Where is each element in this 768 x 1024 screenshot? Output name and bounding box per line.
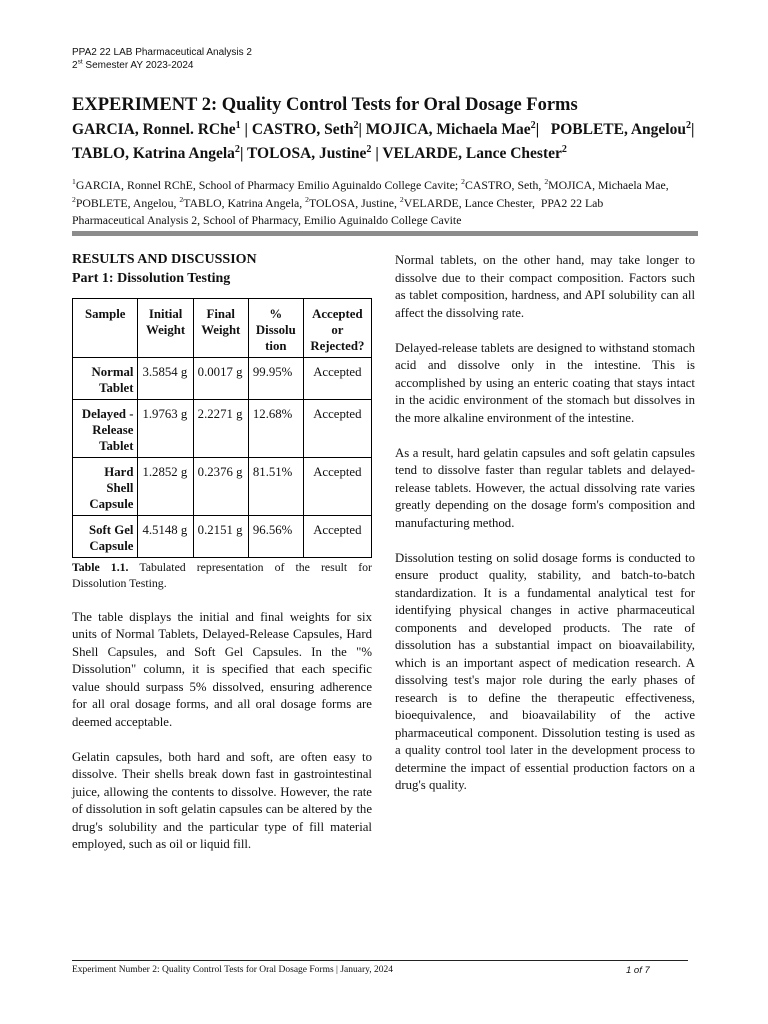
left-column — [72, 250, 372, 854]
column-header: Initial Weight — [138, 299, 193, 358]
semester-line — [72, 59, 252, 72]
column-header: Final Weight — [193, 299, 248, 358]
initial-weight-cell: 1.9763 g — [138, 400, 193, 458]
affiliations — [72, 177, 672, 230]
author-name: MOJICA, Michaela Mae — [365, 121, 531, 138]
sample-cell: Normal Tablet — [73, 358, 138, 400]
author-affil-marker: 2 — [353, 119, 359, 131]
affil-text: CASTRO, Seth, — [465, 178, 542, 192]
final-weight-cell: 0.2151 g — [193, 516, 248, 558]
semester-text: Semester AY 2023-2024 — [82, 60, 194, 71]
affil-text: POBLETE, Angelou, — [75, 195, 177, 210]
page-number: 1 of 7 — [626, 965, 650, 976]
dissolution-table — [72, 298, 372, 558]
affil-marker: 2 — [305, 194, 309, 204]
paragraph: The table displays the initial and final weights for six units of Normal Tablets, Delayed-Release Capsules, Hard Shell Capsules, and Soft Gel Capsules. In the "% Dissolution" column, it is specified that each specific value should surpass 5% dissolved, ensuring adherence for all oral dosage forms, and all oral dosage forms are deemed acceptable. — [72, 609, 372, 729]
initial-weight-cell: 3.5854 g — [138, 358, 193, 400]
sample-cell: Delayed - Release Tablet — [73, 400, 138, 458]
column-header: Sample — [73, 299, 138, 358]
table-header-row — [73, 299, 372, 358]
affil-text: GARCIA, Ronnel RChE, School of Pharmacy Emilio Aguinaldo College Cavite; — [75, 178, 459, 192]
affil-marker: 2 — [72, 194, 76, 204]
table-row — [73, 400, 372, 458]
affil-marker: 2 — [399, 194, 404, 204]
author-affil-marker: 1 — [235, 119, 241, 131]
table-row — [73, 516, 372, 558]
semester-ordinal: st — [77, 58, 83, 66]
paragraph: Dissolution testing on solid dosage forms is conducted to ensure product quality, stability, and batch-to-batch standardization. It is a fundamental analytical test for identifying physical changes in active pharmaceutical components and developed products. The rate of dissolution has a substantial impact on bioavailability, which is an important aspect of medication research. A dissolving test's major role during the early phases of research is to define the therapeutic effectiveness, bioequivalence, and bioavailability of the active pharmaceutical component. Dissolution testing is used as a quality control tool later in the development process to determine the impact of essential production factors on a drug's quality. — [395, 550, 695, 792]
affil-marker: 1 — [72, 177, 76, 187]
document-title: EXPERIMENT 2: Quality Control Tests for Oral Dosage Forms — [72, 95, 578, 115]
final-weight-cell: 0.0017 g — [193, 358, 248, 400]
initial-weight-cell: 4.5148 g — [138, 516, 193, 558]
percent-dissolution-cell: 12.68% — [248, 400, 303, 458]
author-affil-marker: 2 — [366, 143, 372, 155]
caption-label: Table 1.1. — [72, 560, 129, 574]
author-name: TOLOSA, Justine — [246, 145, 367, 162]
affil-text: TABLO, Katrina Angela, — [183, 195, 303, 210]
affil-marker: 2 — [461, 177, 465, 187]
author-affil-marker: 2 — [685, 119, 692, 131]
paragraph: Normal tablets, on the other hand, may take longer to dissolve due to their compact composition. Factors such as tablet composition, hardness, and API solubility can all affect the dissolving rate. — [395, 253, 695, 320]
table-row — [73, 358, 372, 400]
paragraph: Delayed-release tablets are designed to withstand stomach acid and dissolve only in the intestine. This is accomplished by using an enteric coating that stays intact in the acidic environment of the stomach but dissolves in the more alkaline environment of the intestine. — [395, 340, 695, 425]
semester-number: 2 — [72, 60, 78, 71]
column-header: Accepted or Rejected? — [303, 299, 371, 358]
affil-text: VELARDE, Lance Chester, — [403, 195, 535, 210]
author-name: CASTRO, Seth — [251, 121, 354, 138]
author-affil-marker: 2 — [234, 143, 240, 155]
section-heading: RESULTS AND DISCUSSION — [72, 252, 257, 267]
percent-dissolution-cell: 81.51% — [248, 458, 303, 516]
section-divider — [72, 231, 698, 236]
author-name: GARCIA, Ronnel. RChe — [72, 121, 236, 138]
subsection-heading: Part 1: Dissolution Testing — [72, 271, 231, 286]
page-header — [72, 46, 252, 72]
percent-dissolution-cell: 99.95% — [248, 358, 303, 400]
column-header: % Dissolu tion — [248, 299, 303, 358]
table-row — [73, 458, 372, 516]
author-name: VELARDE, Lance Chester — [382, 145, 562, 162]
final-weight-cell: 0.2376 g — [193, 458, 248, 516]
sample-cell: Soft Gel Capsule — [73, 516, 138, 558]
table-caption — [72, 560, 372, 591]
right-column — [395, 252, 695, 795]
affil-text: TOLOSA, Justine, — [308, 195, 397, 210]
author-affil-marker: 2 — [530, 119, 536, 131]
footer-title: Experiment Number 2: Quality Control Tests for Oral Dosage Forms | January, 2024 — [72, 965, 394, 975]
affil-marker: 2 — [179, 194, 184, 204]
author-affil-marker: 2 — [561, 143, 567, 155]
course-line: PPA2 22 LAB Pharmaceutical Analysis 2 — [72, 47, 252, 58]
paragraph: Gelatin capsules, both hard and soft, are often easy to dissolve. Their shells break down fast in gastrointestinal juice, allowing the contents to dissolve. However, the rate of dissolution in soft gelatin capsules can be altered by the drug's solubility and the particular type of fill material employed, such as oil or liquid fill. — [72, 749, 372, 851]
status-cell: Accepted — [303, 358, 371, 400]
author-list: GARCIA, Ronnel. RChe$^1$ | CASTRO, Seth$^2$| MOJICA, Michaela Mae$^2$| POBLETE, Angelou$^2$| TABLO, Katrina Angela$^2$| TOLOSA, Justine$^2$ | VELARDE, Lance Chester$^2$ — [72, 119, 695, 162]
author-name: POBLETE, Angelou — [550, 121, 686, 138]
caption-text: Tabulated representation of the result for Dissolution Testing. — [72, 560, 372, 590]
paragraph: As a result, hard gelatin capsules and soft gelatin capsules tend to dissolve faster than regular tablets and delayed-release tablets. However, the actual dissolving rate varies greatly depending on the dosage form's composition and manufacturing method. — [395, 445, 695, 530]
author-name: TABLO, Katrina Angela — [72, 145, 235, 162]
sample-cell: Hard Shell Capsule — [73, 458, 138, 516]
initial-weight-cell: 1.2852 g — [138, 458, 193, 516]
status-cell: Accepted — [303, 458, 371, 516]
percent-dissolution-cell: 96.56% — [248, 516, 303, 558]
footer-divider — [72, 960, 688, 961]
status-cell: Accepted — [303, 400, 371, 458]
status-cell: Accepted — [303, 516, 371, 558]
final-weight-cell: 2.2271 g — [193, 400, 248, 458]
affil-text: MOJICA, Michaela Mae, — [548, 178, 669, 192]
affil-marker: 2 — [544, 177, 549, 187]
affil-text: PPA2 22 Lab Pharmaceutical Analysis 2, School of Pharmacy, Emilio Aguinaldo College Cavite — [72, 195, 604, 227]
